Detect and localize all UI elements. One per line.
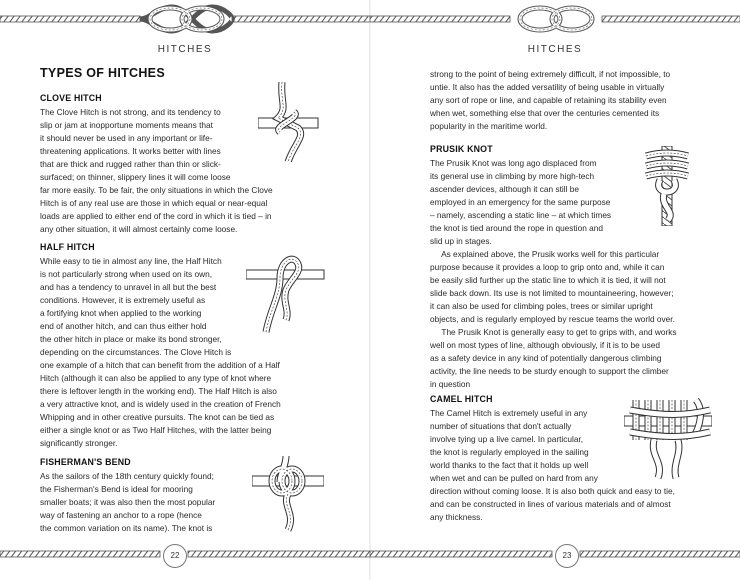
body-line: the other hitch in place or make its bond stronger, xyxy=(40,334,222,344)
body-line: purpose because it provides a loop to grip onto and, while it can xyxy=(430,262,665,272)
body-line: loads are applied to either end of the cord in which it is tied – in xyxy=(40,211,272,221)
body-line: involve tying up a live camel. In particular, xyxy=(430,434,584,444)
body-line: that are thick and rugged rather than thin or slick- xyxy=(40,159,221,169)
continued-text xyxy=(430,68,730,133)
body-line: Hitch (although it can also be applied to any type of knot where xyxy=(40,373,272,383)
body-line: The Prusik Knot was long ago displaced from xyxy=(430,158,597,168)
right-page xyxy=(370,0,740,580)
body-line: ascender devices, although it can still be xyxy=(430,184,579,194)
rope-border xyxy=(370,3,740,43)
body-line: either a single knot or as Two Half Hitches, with the latter being xyxy=(40,425,272,435)
body-line: As the sailors of the 18th century quickly found; xyxy=(40,471,214,481)
page-number: 22 xyxy=(163,544,187,568)
body-line: activity, the line needs to be sturdy enough to support the climber xyxy=(430,366,669,376)
body-line: a fortifying knot when applied to the working xyxy=(40,308,202,318)
body-line: way of fastening an anchor to a rope (hence xyxy=(40,510,202,520)
body-line: any thickness. xyxy=(430,512,483,522)
body-line: significantly stronger. xyxy=(40,438,118,448)
section-heading: FISHERMAN'S BEND xyxy=(40,457,131,467)
body-line: strong to the point of being extremely difficult, if not impossible, to xyxy=(430,69,671,79)
section-heading: HALF HITCH xyxy=(40,242,95,252)
page-number: 23 xyxy=(555,544,579,568)
body-line: world thanks to the fact that it holds up well xyxy=(430,460,589,470)
body-line: popularity in the maritime world. xyxy=(430,121,548,131)
body-line: well on most types of line, although obviously, if it is to be used xyxy=(430,340,660,350)
body-line: the knot is regularly employed in the sailing xyxy=(430,447,589,457)
body-line: conditions. However, it is extremely useful as xyxy=(40,295,206,305)
body-line: employed in an emergency for the same purpose xyxy=(430,197,611,207)
body-line: Hitch is of any real use are those in which equal or near-equal xyxy=(40,198,268,208)
half-hitch-illustration xyxy=(246,250,326,334)
right-header xyxy=(370,0,740,60)
body-line: one example of a hitch that can benefit from the addition of a Half xyxy=(40,360,280,370)
body-line: the knot is tied around the rope in question and xyxy=(430,223,603,233)
body-line: objects, and is regularly employed by rescue teams the world over. xyxy=(430,314,675,324)
body-line: Whipping and in other creative pursuits. The knot can be tied as xyxy=(40,412,275,422)
body-line: its general use in climbing by more high-tech xyxy=(430,171,595,181)
body-line: the common variation on its name). The knot is xyxy=(40,523,213,533)
body-line: it can also be used for climbing poles, trees or similar upright xyxy=(430,301,653,311)
body-line: The Camel Hitch is extremely useful in any xyxy=(430,408,588,418)
fishermans-bend-illustration xyxy=(252,456,324,532)
left-header xyxy=(0,0,370,60)
body-line: the Fisherman's Bend is ideal for mooring xyxy=(40,484,193,494)
body-line: any sort of rope or line, and capable of retaining its stability even xyxy=(430,95,667,105)
body-line: when wet, something else that over the centuries cemented its xyxy=(430,108,660,118)
body-line: surfaced; on thinner, slippery lines it will come loose xyxy=(40,172,231,182)
body-line: when wet and can be pulled on hard from any xyxy=(430,473,598,483)
body-line: a very attractive knot, and is widely used in the creation of French xyxy=(40,399,281,409)
section-heading: CAMEL HITCH xyxy=(430,394,493,404)
body-line: – namely, ascending a static line – at which times xyxy=(430,210,612,220)
body-line: depending on the circumstances. The Clove Hitch is xyxy=(40,347,232,357)
body-line: The Prusik Knot is generally easy to get to grips with, and works xyxy=(430,327,677,337)
section-heading: PRUSIK KNOT xyxy=(430,144,493,154)
body-line: it should never be used in any important or life- xyxy=(40,133,213,143)
body-line: end of another hitch, and can thus either hold xyxy=(40,321,207,331)
body-line: direction without coming loose. It is also both quick and easy to tie, xyxy=(430,486,675,496)
prusik-knot-illustration xyxy=(632,146,702,226)
body-line: As explained above, the Prusik works well for this particular xyxy=(430,249,660,259)
body-line: While easy to tie in almost any line, the Half Hitch xyxy=(40,256,222,266)
rope-border xyxy=(0,3,370,43)
body-line: any other situation, it will almost certainly come loose. xyxy=(40,224,238,234)
section-heading: CLOVE HITCH xyxy=(40,93,102,103)
body-line: threatening applications. It works better with lines xyxy=(40,146,221,156)
running-header: HITCHES xyxy=(157,44,213,55)
body-line: slide back down. Its use is not limited to mountaineering, however; xyxy=(430,288,674,298)
body-line: untie. It also has the added versatility of being usable in virtually xyxy=(430,82,665,92)
body-line: there is leftover length in the working end). The Half Hitch is also xyxy=(40,386,277,396)
clove-hitch-illustration xyxy=(258,82,322,162)
camel-hitch-illustration xyxy=(624,396,712,480)
body-line: as a safety device in any kind of potentially dangerous climbing xyxy=(430,353,662,363)
body-line: number of situations that don't actually xyxy=(430,421,572,431)
body-line: in question xyxy=(430,379,471,389)
body-line: is not particularly strong when used on its own, xyxy=(40,269,213,279)
body-line: smaller boats; it was also then the most popular xyxy=(40,497,216,507)
body-line: slid up in stages. xyxy=(430,236,492,246)
page-title: TYPES OF HITCHES xyxy=(40,66,165,80)
body-line: and can be constructed in lines of various materials and of almost xyxy=(430,499,671,509)
body-line: far more easily. To be fair, the only situations in which the Clove xyxy=(40,185,273,195)
running-header: HITCHES xyxy=(527,44,583,55)
body-line: slip or jam at inopportune moments means that xyxy=(40,120,213,130)
body-line: be easily slid further up the static line to which it is tied, it will not xyxy=(430,275,666,285)
body-line: and has a tendency to unravel in all but the best xyxy=(40,282,217,292)
body-line: The Clove Hitch is not strong, and its tendency to xyxy=(40,107,221,117)
